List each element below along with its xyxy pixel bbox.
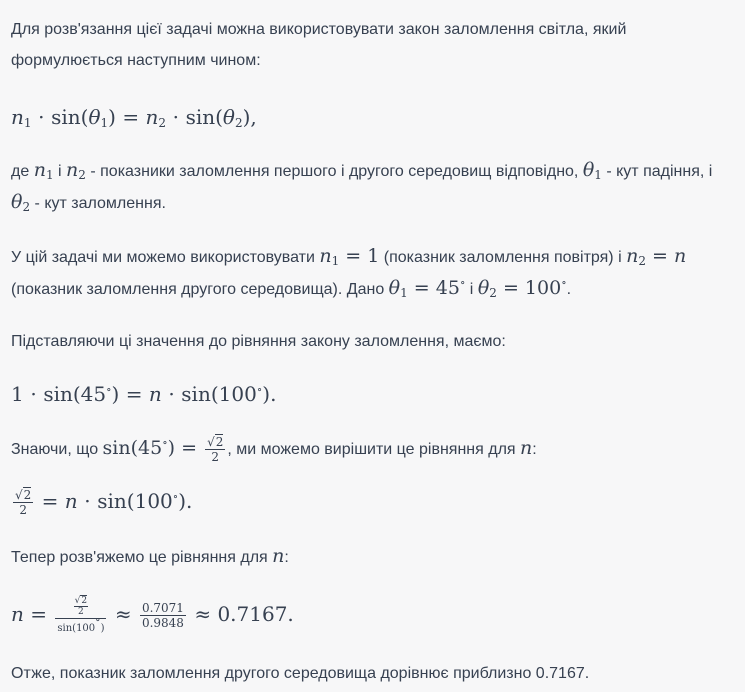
final-computation-equation: n = $\frac{\frac{√2}{2}}{\sin(100^\circ)}$ ≈ $\frac{0.7071}{0.9848}$ ≈ 0.7167. [11, 596, 294, 634]
known-value-paragraph: Знаючи, що sin(45∘) = $\frac{√2}{2}$ , ми можемо вирішити це рівняння для n: [11, 434, 537, 464]
substituted-equation: 1 ⋅ sin(45∘) = n ⋅ sin(100∘). [11, 382, 277, 406]
definitions-paragraph: де $n_1$ і $n_2$ - показники заломлення першого і другого середовищ відповідно, $\theta_1$ - кут падіння, і $\theta_2$ - кут заломлення. [11, 159, 713, 214]
intro-paragraph: Для розв'язання цієї задачі можна використовувати закон заломлення світла, який формулюється наступним чином: [11, 21, 627, 69]
substitution-paragraph: Підставляючи ці значення до рівняння закону заломлення, маємо: [11, 333, 506, 350]
snell-law-equation: $n_1 \cdot \sin(\theta_1) = n_2 \cdot \sin(\theta_2)$, [11, 105, 257, 130]
sqrt2-over-2-equation: $\frac{√2}{2}$ = n ⋅ sin(100∘). [15, 488, 193, 517]
solve-paragraph: Тепер розв'яжемо це рівняння для n: [11, 545, 289, 567]
given-values-paragraph: У цій задачі ми можемо використовувати $n_1 = 1$ (показник заломлення повітря) і $n_2 = n$ (показник заломлення другого середовища). Дано $\theta_1 = 45^\circ$ і $\theta_2 = 100^\circ$. [11, 245, 687, 300]
conclusion-paragraph: Отже, показник заломлення другого середовища дорівнює приблизно 0.7167. [11, 665, 590, 682]
